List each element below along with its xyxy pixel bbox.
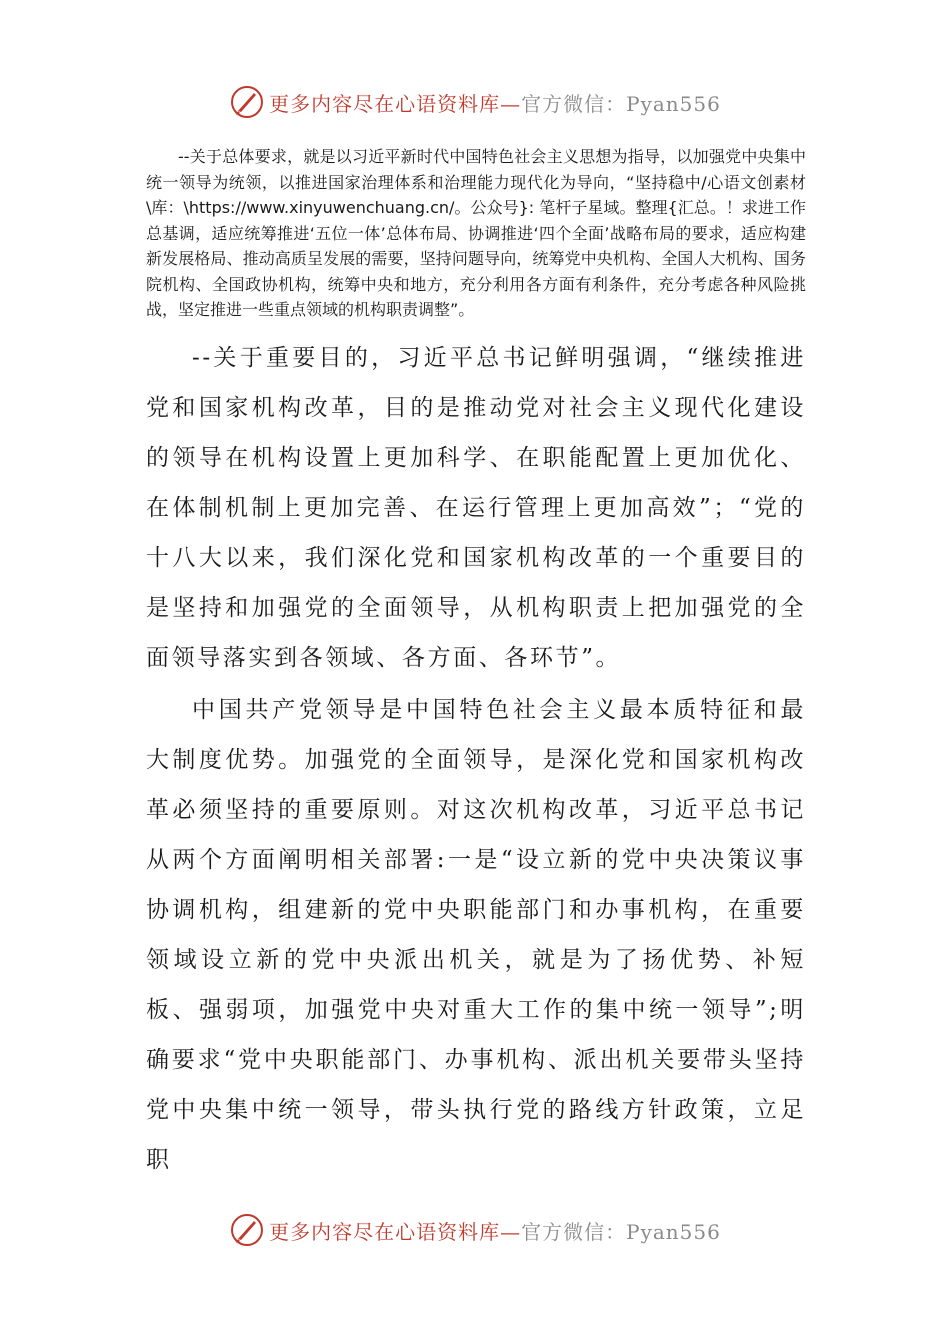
- paragraph-party-leadership: 中国共产党领导是中国特色社会主义最本质特征和最大制度优势。加强党的全面领导，是深化党和国家机构改革必须坚持的重要原则。对这次机构改革，习近平总书记从两个方面阐明相关部署:一是“设立新的党中央决策议事协调机构，组建新的党中央职能部门和办事机构，在重要领域设立新的党中央派出机关，就是为了扬优势、补短板、强弱项，加强党中央对重大工作的集中统一领导”;明确要求“党中央职能部门、办事机构、派出机关要带头坚持党中央集中统一领导，带头执行党的路线方针政策，立足职: [146, 696, 806, 1173]
- watermark-text: 更多内容尽在心语资料库—官方微信：Pyan556: [269, 1219, 721, 1244]
- quill-logo-icon: [229, 1212, 265, 1248]
- paragraph-important-purpose: --关于重要目的，习近平总书记鲜明强调，“继续推进党和国家机构改革，目的是推动党对社会主义现代化建设的领导在机构设置上更加科学、在职能配置上更加优化、在体制机制上更加完善、在运行管理上更加高效”；“党的十八大以来，我们深化党和国家机构改革的一个重要目的是坚持和加强党的全面领导，从机构职责上把加强党的全面领导落实到各领域、各方面、各环节”。: [146, 344, 806, 671]
- paragraph-overall-requirements: --关于总体要求，就是以习近平新时代中国特色社会主义思想为指导，以加强党中央集中统一领导为统领，以推进国家治理体系和治理能力现代化为导向，“坚持稳中/心语文创素材\库：\https://www.xinyuwenchuang.cn/。公众号}: 笔杆子星域。整理{汇总。！求进工作总基调，适应统筹推进‘五位一体’总体布局、协调推进‘四个全面’战略布局的要求，适应构建新发展格局、推动高质呈发展的需要，坚持问题导向，统筹党中央机构、全国人大机构、国务院机构、全国政协机构，统筹中央和地方，充分利用各方面有利条件，充分考虑各种风险挑战，坚定推进一些重点领域的机构职责调整”。: [146, 147, 806, 319]
- watermark-text: 更多内容尽在心语资料库—官方微信：Pyan556: [269, 91, 721, 116]
- footer-watermark: [0, 1210, 950, 1250]
- header-watermark: [0, 82, 950, 122]
- quill-logo-icon: [229, 84, 265, 120]
- document-body: [146, 144, 806, 1185]
